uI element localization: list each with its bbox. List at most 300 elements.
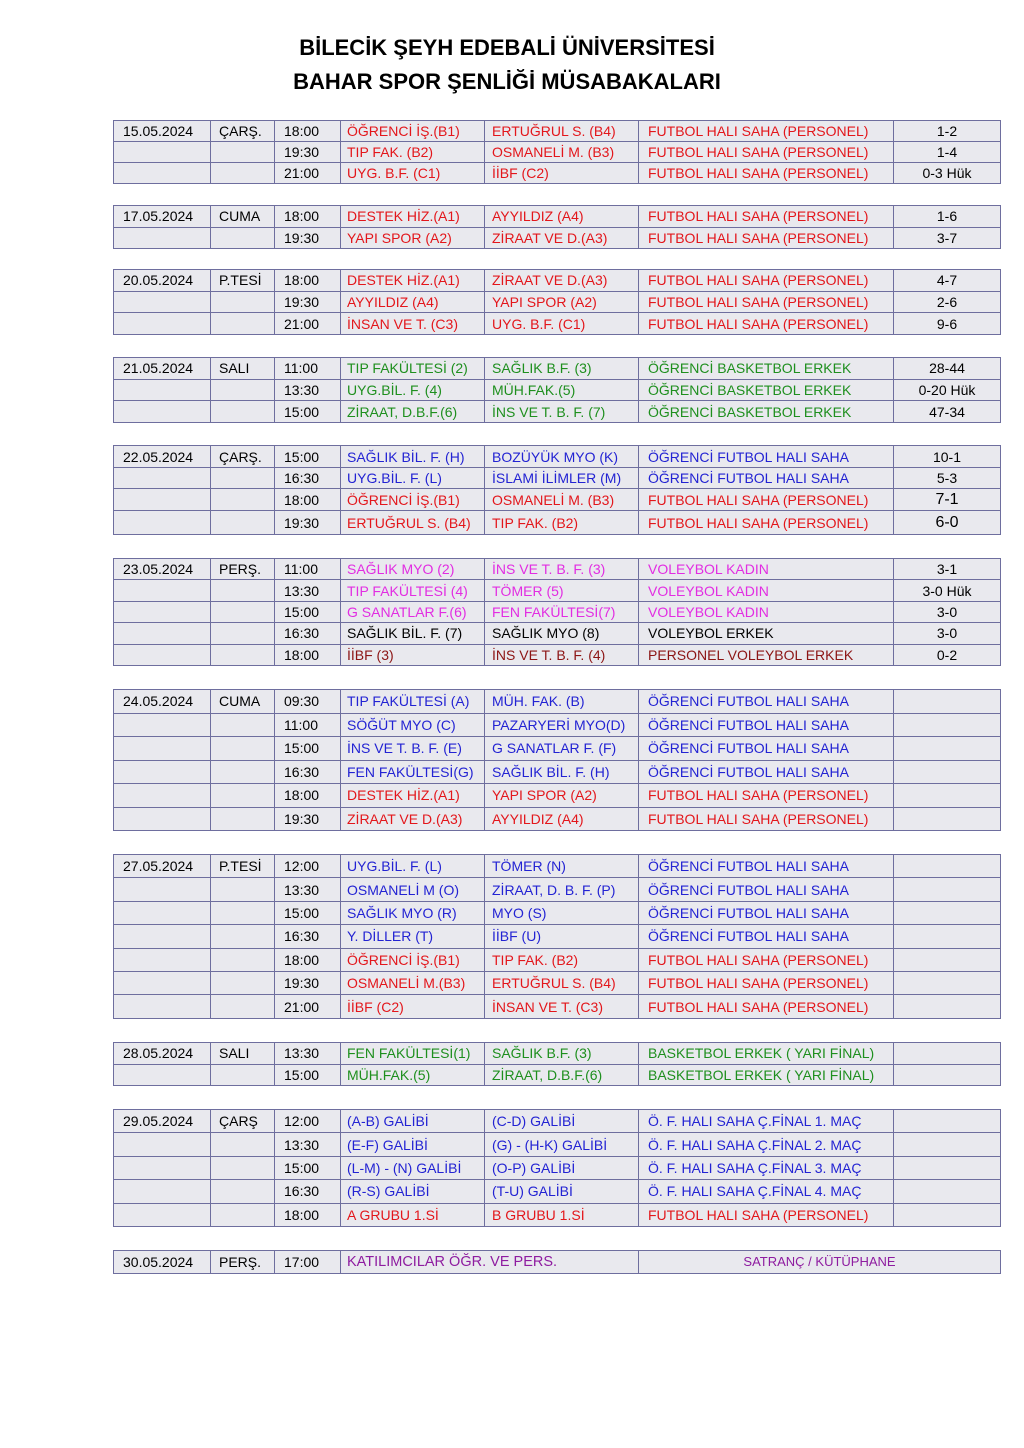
- away-team-cell: AYYILDIZ (A4): [485, 206, 639, 228]
- time-cell: 11:00: [275, 713, 341, 737]
- day-cell: [211, 971, 275, 994]
- match-row: [114, 1180, 1001, 1203]
- time-cell: 13:30: [275, 878, 341, 901]
- home-team-cell: TIP FAK. (B2): [341, 142, 485, 163]
- match-row: [114, 948, 1001, 971]
- time-cell: 15:00: [275, 737, 341, 761]
- match-row: [114, 1203, 1001, 1226]
- date-cell: [114, 1133, 211, 1156]
- day-cell: [211, 1203, 275, 1226]
- score-cell: [894, 1203, 1001, 1226]
- away-team-cell: İSLAMİ İLİMLER (M): [485, 468, 639, 489]
- score-cell: [894, 995, 1001, 1018]
- away-team-cell: TÖMER (N): [485, 855, 639, 878]
- home-team-cell: YAPI SPOR (A2): [341, 227, 485, 249]
- date-cell: [114, 142, 211, 163]
- match-row: [114, 855, 1001, 878]
- date-cell: [114, 807, 211, 831]
- day-cell: [211, 878, 275, 901]
- event-cell: FUTBOL HALI SAHA (PERSONEL): [639, 995, 894, 1018]
- date-cell: [114, 713, 211, 737]
- home-team-cell: FEN FAKÜLTESİ(G): [341, 760, 485, 784]
- match-row: [114, 401, 1001, 423]
- score-cell: [894, 807, 1001, 831]
- away-team-cell: OSMANELİ M. (B3): [485, 142, 639, 163]
- time-cell: 18:00: [275, 784, 341, 808]
- home-team-cell: (A-B) GALİBİ: [341, 1110, 485, 1133]
- away-team-cell: İNS VE T. B. F. (7): [485, 401, 639, 423]
- date-cell: 30.05.2024: [114, 1251, 211, 1274]
- date-cell: 20.05.2024: [114, 270, 211, 292]
- schedule-day-group: [113, 120, 1001, 184]
- match-row: [114, 358, 1001, 380]
- match-row: [114, 580, 1001, 601]
- time-cell: 18:00: [275, 206, 341, 228]
- home-team-cell: MÜH.FAK.(5): [341, 1064, 485, 1086]
- time-cell: 15:00: [275, 401, 341, 423]
- day-cell: [211, 901, 275, 924]
- home-team-cell: OSMANELİ M.(B3): [341, 971, 485, 994]
- day-cell: [211, 784, 275, 808]
- event-cell: ÖĞRENCİ BASKETBOL ERKEK: [639, 358, 894, 380]
- score-cell: 3-0: [894, 601, 1001, 622]
- score-cell: 6-0: [894, 511, 1001, 535]
- home-team-cell: İİBF (C2): [341, 995, 485, 1018]
- home-team-cell: SAĞLIK MYO (R): [341, 901, 485, 924]
- away-team-cell: YAPI SPOR (A2): [485, 291, 639, 313]
- score-cell: [894, 925, 1001, 948]
- date-cell: [114, 901, 211, 924]
- event-cell: VOLEYBOL ERKEK: [639, 623, 894, 644]
- match-row: [114, 1251, 1001, 1274]
- score-cell: 2-6: [894, 291, 1001, 313]
- match-row: [114, 1064, 1001, 1086]
- match-row: [114, 784, 1001, 808]
- day-cell: [211, 227, 275, 249]
- date-cell: 15.05.2024: [114, 121, 211, 142]
- away-team-cell: SAĞLIK B.F. (3): [485, 1043, 639, 1065]
- time-cell: 16:30: [275, 1180, 341, 1203]
- day-cell: [211, 1064, 275, 1086]
- schedule-day-group: [113, 357, 1001, 423]
- away-team-cell: İİBF (C2): [485, 163, 639, 184]
- schedule-day-group: [113, 1250, 1001, 1274]
- time-cell: 18:00: [275, 1203, 341, 1226]
- day-cell: [211, 291, 275, 313]
- match-row: [114, 291, 1001, 313]
- home-team-cell: UYG. B.F. (C1): [341, 163, 485, 184]
- date-cell: 24.05.2024: [114, 690, 211, 714]
- match-row: [114, 227, 1001, 249]
- score-cell: 0-20 Hük: [894, 379, 1001, 401]
- day-cell: [211, 644, 275, 665]
- time-cell: 12:00: [275, 855, 341, 878]
- match-row: [114, 807, 1001, 831]
- schedule-day-group: [113, 854, 1001, 1019]
- away-team-cell: YAPI SPOR (A2): [485, 784, 639, 808]
- schedule-day-group: [113, 689, 1001, 831]
- away-team-cell: B GRUBU 1.Sİ: [485, 1203, 639, 1226]
- date-cell: [114, 227, 211, 249]
- match-row: [114, 601, 1001, 622]
- time-cell: 15:00: [275, 1064, 341, 1086]
- time-cell: 16:30: [275, 623, 341, 644]
- time-cell: 11:00: [275, 358, 341, 380]
- home-team-cell: DESTEK HİZ.(A1): [341, 270, 485, 292]
- date-cell: [114, 737, 211, 761]
- day-cell: [211, 1180, 275, 1203]
- date-cell: [114, 601, 211, 622]
- score-cell: 3-1: [894, 559, 1001, 580]
- home-team-cell: DESTEK HİZ.(A1): [341, 784, 485, 808]
- match-row: [114, 971, 1001, 994]
- day-cell: [211, 925, 275, 948]
- date-cell: [114, 1203, 211, 1226]
- score-cell: [894, 855, 1001, 878]
- day-cell: [211, 807, 275, 831]
- match-row: [114, 1133, 1001, 1156]
- event-cell: FUTBOL HALI SAHA (PERSONEL): [639, 270, 894, 292]
- time-cell: 11:00: [275, 559, 341, 580]
- day-cell: [211, 142, 275, 163]
- day-cell: [211, 995, 275, 1018]
- away-team-cell: İNSAN VE T. (C3): [485, 995, 639, 1018]
- score-cell: [894, 1133, 1001, 1156]
- score-cell: 1-6: [894, 206, 1001, 228]
- home-team-cell: Y. DİLLER (T): [341, 925, 485, 948]
- day-cell: [211, 713, 275, 737]
- event-cell: ÖĞRENCİ FUTBOL HALI SAHA: [639, 901, 894, 924]
- home-team-cell: TIP FAKÜLTESİ (4): [341, 580, 485, 601]
- away-team-cell: İNS VE T. B. F. (4): [485, 644, 639, 665]
- event-cell: FUTBOL HALI SAHA (PERSONEL): [639, 784, 894, 808]
- day-cell: P.TESİ: [211, 270, 275, 292]
- event-cell: VOLEYBOL KADIN: [639, 559, 894, 580]
- home-team-cell: TIP FAKÜLTESİ (2): [341, 358, 485, 380]
- away-team-cell: UYG. B.F. (C1): [485, 313, 639, 335]
- title-event-name: BAHAR SPOR ŞENLİĞİ MÜSABAKALARI: [293, 69, 721, 94]
- home-team-cell: UYG.BİL. F. (L): [341, 468, 485, 489]
- away-team-cell: SAĞLIK B.F. (3): [485, 358, 639, 380]
- date-cell: [114, 644, 211, 665]
- event-cell: ÖĞRENCİ BASKETBOL ERKEK: [639, 379, 894, 401]
- away-team-cell: İİBF (U): [485, 925, 639, 948]
- date-cell: [114, 580, 211, 601]
- match-row: [114, 760, 1001, 784]
- match-row: [114, 901, 1001, 924]
- score-cell: 28-44: [894, 358, 1001, 380]
- time-cell: 19:30: [275, 227, 341, 249]
- home-team-cell: İİBF (3): [341, 644, 485, 665]
- score-cell: 0-2: [894, 644, 1001, 665]
- away-team-cell: MYO (S): [485, 901, 639, 924]
- event-cell: ÖĞRENCİ FUTBOL HALI SAHA: [639, 737, 894, 761]
- day-cell: [211, 313, 275, 335]
- home-team-cell: ERTUĞRUL S. (B4): [341, 511, 485, 535]
- event-cell: ÖĞRENCİ FUTBOL HALI SAHA: [639, 878, 894, 901]
- date-cell: [114, 313, 211, 335]
- event-cell: FUTBOL HALI SAHA (PERSONEL): [639, 206, 894, 228]
- date-cell: [114, 948, 211, 971]
- home-team-cell: İNSAN VE T. (C3): [341, 313, 485, 335]
- time-cell: 21:00: [275, 995, 341, 1018]
- home-team-cell: ÖĞRENCİ İŞ.(B1): [341, 489, 485, 511]
- score-cell: [894, 784, 1001, 808]
- event-cell: FUTBOL HALI SAHA (PERSONEL): [639, 971, 894, 994]
- time-cell: 13:30: [275, 379, 341, 401]
- time-cell: 13:30: [275, 1043, 341, 1065]
- schedule-day-group: [113, 1042, 1001, 1086]
- event-cell: FUTBOL HALI SAHA (PERSONEL): [639, 511, 894, 535]
- home-team-cell: A GRUBU 1.Sİ: [341, 1203, 485, 1226]
- date-cell: 23.05.2024: [114, 559, 211, 580]
- home-team-cell: TIP FAKÜLTESİ (A): [341, 690, 485, 714]
- score-cell: 1-2: [894, 121, 1001, 142]
- away-team-cell: SAĞLIK MYO (8): [485, 623, 639, 644]
- home-team-cell: FEN FAKÜLTESİ(1): [341, 1043, 485, 1065]
- home-team-cell: G SANATLAR F.(6): [341, 601, 485, 622]
- score-cell: [894, 1064, 1001, 1086]
- event-cell: ÖĞRENCİ BASKETBOL ERKEK: [639, 401, 894, 423]
- away-team-cell: ZİRAAT, D. B. F. (P): [485, 878, 639, 901]
- home-team-cell: SAĞLIK MYO (2): [341, 559, 485, 580]
- time-cell: 18:00: [275, 121, 341, 142]
- time-cell: 12:00: [275, 1110, 341, 1133]
- home-team-cell: AYYILDIZ (A4): [341, 291, 485, 313]
- schedule-day-group: [113, 558, 1001, 666]
- score-cell: [894, 760, 1001, 784]
- date-cell: 21.05.2024: [114, 358, 211, 380]
- score-cell: [894, 878, 1001, 901]
- score-cell: [894, 1156, 1001, 1179]
- time-cell: 15:00: [275, 446, 341, 468]
- event-cell: ÖĞRENCİ FUTBOL HALI SAHA: [639, 855, 894, 878]
- day-cell: [211, 760, 275, 784]
- date-cell: [114, 971, 211, 994]
- score-cell: [894, 713, 1001, 737]
- day-cell: [211, 1133, 275, 1156]
- away-team-cell: İNS VE T. B. F. (3): [485, 559, 639, 580]
- match-row: [114, 878, 1001, 901]
- event-cell: ÖĞRENCİ FUTBOL HALI SAHA: [639, 446, 894, 468]
- time-cell: 15:00: [275, 1156, 341, 1179]
- event-cell: FUTBOL HALI SAHA (PERSONEL): [639, 227, 894, 249]
- match-row: [114, 121, 1001, 142]
- match-row: [114, 1156, 1001, 1179]
- match-row: [114, 379, 1001, 401]
- away-team-cell: TÖMER (5): [485, 580, 639, 601]
- away-team-cell: TIP FAK. (B2): [485, 948, 639, 971]
- score-cell: 10-1: [894, 446, 1001, 468]
- home-team-cell: ZİRAAT VE D.(A3): [341, 807, 485, 831]
- score-cell: 5-3: [894, 468, 1001, 489]
- date-cell: 29.05.2024: [114, 1110, 211, 1133]
- time-cell: 15:00: [275, 601, 341, 622]
- day-cell: P.TESİ: [211, 855, 275, 878]
- score-cell: [894, 1043, 1001, 1065]
- score-cell: [894, 948, 1001, 971]
- away-team-cell: BOZÜYÜK MYO (K): [485, 446, 639, 468]
- title-university: BİLECİK ŞEYH EDEBALİ ÜNİVERSİTESİ: [299, 35, 715, 60]
- score-cell: 9-6: [894, 313, 1001, 335]
- day-cell: [211, 468, 275, 489]
- date-cell: [114, 379, 211, 401]
- participants-cell: KATILIMCILAR ÖĞR. VE PERS.: [341, 1251, 639, 1274]
- date-cell: [114, 291, 211, 313]
- day-cell: SALI: [211, 1043, 275, 1065]
- schedule-day-group: [113, 1109, 1001, 1227]
- time-cell: 09:30: [275, 690, 341, 714]
- match-row: [114, 644, 1001, 665]
- score-cell: 4-7: [894, 270, 1001, 292]
- day-cell: PERŞ.: [211, 1251, 275, 1274]
- home-team-cell: (L-M) - (N) GALİBİ: [341, 1156, 485, 1179]
- date-cell: [114, 468, 211, 489]
- day-cell: [211, 601, 275, 622]
- date-cell: 17.05.2024: [114, 206, 211, 228]
- match-row: [114, 1110, 1001, 1133]
- event-cell: BASKETBOL ERKEK ( YARI FİNAL): [639, 1064, 894, 1086]
- event-cell: Ö. F. HALI SAHA Ç.FİNAL 3. MAÇ: [639, 1156, 894, 1179]
- away-team-cell: (C-D) GALİBİ: [485, 1110, 639, 1133]
- day-cell: [211, 1156, 275, 1179]
- away-team-cell: G SANATLAR F. (F): [485, 737, 639, 761]
- time-cell: 15:00: [275, 901, 341, 924]
- event-cell: BASKETBOL ERKEK ( YARI FİNAL): [639, 1043, 894, 1065]
- match-row: [114, 489, 1001, 511]
- date-cell: [114, 511, 211, 535]
- time-cell: 21:00: [275, 313, 341, 335]
- match-row: [114, 270, 1001, 292]
- day-cell: [211, 511, 275, 535]
- event-cell: ÖĞRENCİ FUTBOL HALI SAHA: [639, 468, 894, 489]
- day-cell: [211, 580, 275, 601]
- away-team-cell: ZİRAAT, D.B.F.(6): [485, 1064, 639, 1086]
- time-cell: 19:30: [275, 807, 341, 831]
- document-title: [0, 31, 1014, 99]
- time-cell: 18:00: [275, 644, 341, 665]
- score-cell: 47-34: [894, 401, 1001, 423]
- day-cell: [211, 948, 275, 971]
- away-team-cell: PAZARYERİ MYO(D): [485, 713, 639, 737]
- event-cell: FUTBOL HALI SAHA (PERSONEL): [639, 142, 894, 163]
- day-cell: [211, 401, 275, 423]
- day-cell: PERŞ.: [211, 559, 275, 580]
- event-cell: FUTBOL HALI SAHA (PERSONEL): [639, 1203, 894, 1226]
- time-cell: 19:30: [275, 511, 341, 535]
- away-team-cell: ZİRAAT VE D.(A3): [485, 270, 639, 292]
- schedule-day-group: [113, 445, 1001, 535]
- score-cell: [894, 690, 1001, 714]
- match-row: [114, 713, 1001, 737]
- date-cell: 27.05.2024: [114, 855, 211, 878]
- date-cell: [114, 489, 211, 511]
- date-cell: [114, 760, 211, 784]
- match-row: [114, 1043, 1001, 1065]
- date-cell: [114, 1156, 211, 1179]
- away-team-cell: ERTUĞRUL S. (B4): [485, 121, 639, 142]
- event-cell: Ö. F. HALI SAHA Ç.FİNAL 2. MAÇ: [639, 1133, 894, 1156]
- time-cell: 18:00: [275, 948, 341, 971]
- home-team-cell: DESTEK HİZ.(A1): [341, 206, 485, 228]
- date-cell: [114, 925, 211, 948]
- date-cell: [114, 163, 211, 184]
- home-team-cell: (R-S) GALİBİ: [341, 1180, 485, 1203]
- match-row: [114, 511, 1001, 535]
- away-team-cell: ZİRAAT VE D.(A3): [485, 227, 639, 249]
- time-cell: 13:30: [275, 1133, 341, 1156]
- event-cell: PERSONEL VOLEYBOL ERKEK: [639, 644, 894, 665]
- home-team-cell: SAĞLIK BİL. F. (7): [341, 623, 485, 644]
- event-cell: FUTBOL HALI SAHA (PERSONEL): [639, 163, 894, 184]
- date-cell: [114, 401, 211, 423]
- score-cell: 3-7: [894, 227, 1001, 249]
- score-cell: [894, 737, 1001, 761]
- score-cell: 0-3 Hük: [894, 163, 1001, 184]
- time-cell: 19:30: [275, 971, 341, 994]
- home-team-cell: SÖĞÜT MYO (C): [341, 713, 485, 737]
- away-team-cell: (T-U) GALİBİ: [485, 1180, 639, 1203]
- score-cell: [894, 1110, 1001, 1133]
- score-cell: [894, 1180, 1001, 1203]
- time-cell: 16:30: [275, 760, 341, 784]
- date-cell: [114, 1180, 211, 1203]
- event-cell: ÖĞRENCİ FUTBOL HALI SAHA: [639, 760, 894, 784]
- day-cell: [211, 489, 275, 511]
- home-team-cell: OSMANELİ M (O): [341, 878, 485, 901]
- time-cell: 13:30: [275, 580, 341, 601]
- match-row: [114, 142, 1001, 163]
- match-row: [114, 559, 1001, 580]
- event-cell: FUTBOL HALI SAHA (PERSONEL): [639, 291, 894, 313]
- away-team-cell: MÜH. FAK. (B): [485, 690, 639, 714]
- time-cell: 16:30: [275, 925, 341, 948]
- event-cell: Ö. F. HALI SAHA Ç.FİNAL 1. MAÇ: [639, 1110, 894, 1133]
- away-team-cell: SAĞLIK BİL. F. (H): [485, 760, 639, 784]
- event-cell: Ö. F. HALI SAHA Ç.FİNAL 4. MAÇ: [639, 1180, 894, 1203]
- event-cell: SATRANÇ / KÜTÜPHANE: [639, 1251, 1001, 1274]
- time-cell: 19:30: [275, 291, 341, 313]
- home-team-cell: UYG.BİL. F. (4): [341, 379, 485, 401]
- schedule-day-group: [113, 269, 1001, 335]
- home-team-cell: ZİRAAT, D.B.F.(6): [341, 401, 485, 423]
- away-team-cell: (O-P) GALİBİ: [485, 1156, 639, 1179]
- date-cell: [114, 623, 211, 644]
- match-row: [114, 313, 1001, 335]
- day-cell: SALI: [211, 358, 275, 380]
- event-cell: FUTBOL HALI SAHA (PERSONEL): [639, 121, 894, 142]
- date-cell: 28.05.2024: [114, 1043, 211, 1065]
- day-cell: ÇARŞ.: [211, 446, 275, 468]
- score-cell: 7-1: [894, 489, 1001, 511]
- home-team-cell: İNS VE T. B. F. (E): [341, 737, 485, 761]
- match-row: [114, 925, 1001, 948]
- event-cell: FUTBOL HALI SAHA (PERSONEL): [639, 807, 894, 831]
- time-cell: 18:00: [275, 489, 341, 511]
- day-cell: [211, 623, 275, 644]
- match-row: [114, 995, 1001, 1018]
- home-team-cell: (E-F) GALİBİ: [341, 1133, 485, 1156]
- event-cell: VOLEYBOL KADIN: [639, 580, 894, 601]
- day-cell: ÇARŞ: [211, 1110, 275, 1133]
- time-cell: 17:00: [275, 1251, 341, 1274]
- home-team-cell: ÖĞRENCİ İŞ.(B1): [341, 121, 485, 142]
- away-team-cell: AYYILDIZ (A4): [485, 807, 639, 831]
- date-cell: 22.05.2024: [114, 446, 211, 468]
- event-cell: FUTBOL HALI SAHA (PERSONEL): [639, 313, 894, 335]
- match-row: [114, 737, 1001, 761]
- day-cell: CUMA: [211, 690, 275, 714]
